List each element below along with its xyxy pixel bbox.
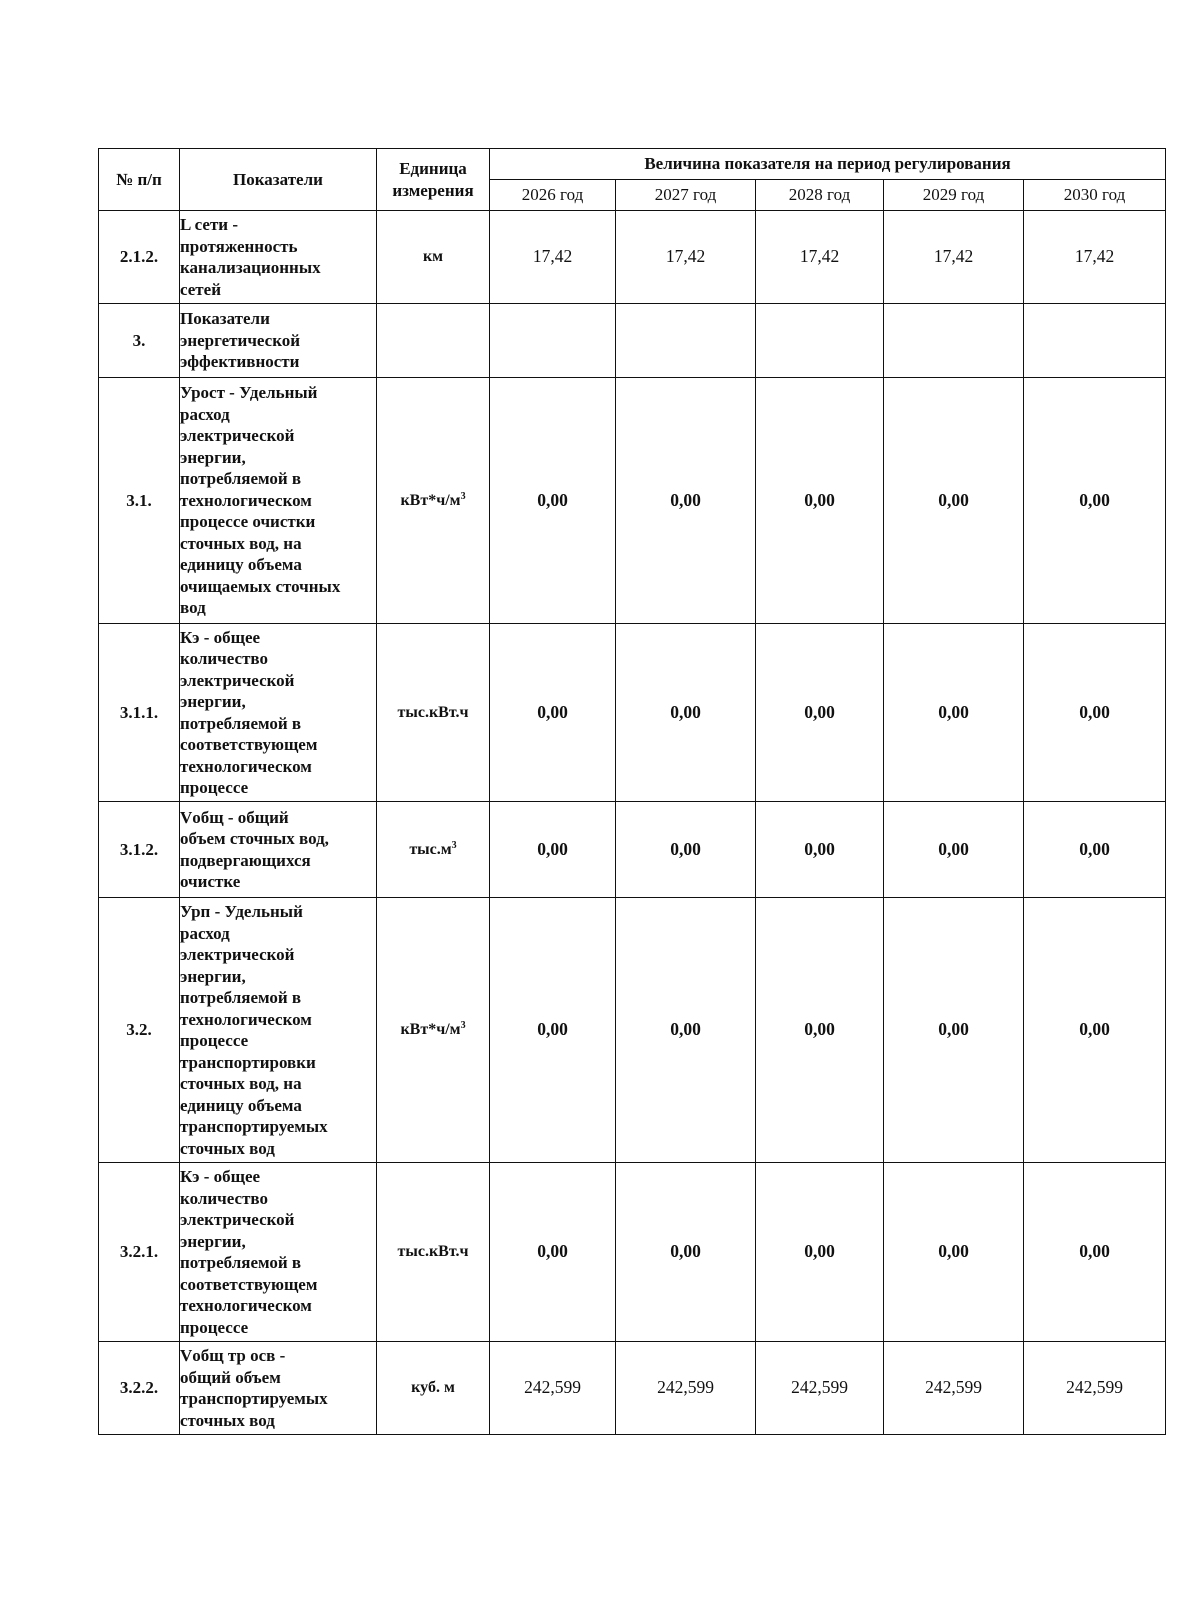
row-number: 2.1.2. bbox=[99, 211, 180, 304]
indicator-name-line: электрической bbox=[180, 945, 295, 964]
indicator-name-line: потребляемой в bbox=[180, 1253, 302, 1272]
value-cell: 0,00 bbox=[490, 1163, 616, 1342]
indicator-name-line: энергии, bbox=[180, 1231, 246, 1251]
row-number: 3.2. bbox=[99, 898, 180, 1163]
indicator-name-line: энергии, bbox=[180, 447, 246, 467]
value-cell: 242,599 bbox=[756, 1342, 884, 1435]
unit-text: кВт*ч/м bbox=[400, 491, 461, 509]
value-cell: 242,599 bbox=[490, 1342, 616, 1435]
value-cell bbox=[884, 304, 1024, 378]
row-number: 3.2.1. bbox=[99, 1163, 180, 1342]
indicator-name-line: очищаемых сточных bbox=[180, 576, 341, 596]
header-period: Величина показателя на период регулирования bbox=[490, 149, 1166, 180]
value-cell: 17,42 bbox=[884, 211, 1024, 304]
value-cell: 0,00 bbox=[490, 624, 616, 802]
value-cell: 242,599 bbox=[884, 1342, 1024, 1435]
header-number: № п/п bbox=[99, 149, 180, 211]
indicator-name-line: расход bbox=[180, 404, 230, 424]
indicator-name-line: общий объем bbox=[180, 1367, 281, 1387]
indicator-name-line: единицу объема bbox=[180, 555, 302, 575]
value-cell: 17,42 bbox=[616, 211, 756, 304]
indicator-name bbox=[180, 624, 377, 802]
value-cell: 0,00 bbox=[756, 1163, 884, 1342]
table-body bbox=[99, 211, 1166, 1435]
indicator-name-line: процессе bbox=[180, 1031, 249, 1050]
unit-cell bbox=[377, 211, 490, 304]
indicator-name-line: технологическом bbox=[180, 1009, 312, 1029]
indicator-name-line: подвергающихся bbox=[180, 850, 311, 870]
indicator-name-line: процессе bbox=[180, 778, 249, 797]
indicator-name-line: вод bbox=[180, 598, 206, 618]
indicator-name-line: протяженность bbox=[180, 236, 298, 256]
indicator-name-line: сточных вод bbox=[180, 1138, 275, 1158]
row-number: 3.1. bbox=[99, 378, 180, 624]
value-cell: 242,599 bbox=[616, 1342, 756, 1435]
table-row bbox=[99, 378, 1166, 624]
indicator-name-line: энергетической bbox=[180, 330, 301, 350]
unit-superscript: 3 bbox=[460, 1020, 466, 1032]
row-number: 3.1.2. bbox=[99, 802, 180, 898]
indicator-name-line: транспортируемых bbox=[180, 1117, 328, 1136]
value-cell: 0,00 bbox=[616, 898, 756, 1163]
unit-cell bbox=[377, 802, 490, 898]
indicator-name-line: количество bbox=[180, 649, 268, 668]
row-number: 3.2.2. bbox=[99, 1342, 180, 1435]
indicator-name bbox=[180, 1163, 377, 1342]
unit-cell bbox=[377, 1163, 490, 1342]
table-row bbox=[99, 624, 1166, 802]
value-cell: 0,00 bbox=[756, 802, 884, 898]
unit-superscript: 3 bbox=[460, 490, 466, 502]
value-cell: 0,00 bbox=[884, 1163, 1024, 1342]
indicator-name-line: транспортировки bbox=[180, 1052, 316, 1072]
indicator-name bbox=[180, 898, 377, 1163]
value-cell bbox=[1024, 304, 1166, 378]
value-cell: 242,599 bbox=[1024, 1342, 1166, 1435]
value-cell: 0,00 bbox=[490, 378, 616, 624]
unit-cell bbox=[377, 624, 490, 802]
indicator-name-line: объем сточных вод, bbox=[180, 829, 329, 848]
row-number: 3.1.1. bbox=[99, 624, 180, 802]
table-row bbox=[99, 898, 1166, 1163]
table-row bbox=[99, 304, 1166, 378]
indicator-name-line: Кэ - общее bbox=[180, 1167, 261, 1186]
header-year: 2027 год bbox=[616, 180, 756, 211]
header-year: 2030 год bbox=[1024, 180, 1166, 211]
unit-cell bbox=[377, 378, 490, 624]
value-cell: 17,42 bbox=[1024, 211, 1166, 304]
indicator-name-line: сточных вод bbox=[180, 1410, 275, 1430]
indicator-name-line: расход bbox=[180, 923, 230, 943]
unit-text: тыс.кВт.ч bbox=[397, 1243, 469, 1261]
indicator-name-line: единицу объема bbox=[180, 1095, 302, 1115]
indicator-name-line: электрической bbox=[180, 426, 295, 446]
indicator-name-line: очистке bbox=[180, 872, 241, 891]
table-row bbox=[99, 1163, 1166, 1342]
value-cell: 0,00 bbox=[490, 802, 616, 898]
value-cell: 0,00 bbox=[616, 1163, 756, 1342]
header-indicator: Показатели bbox=[180, 149, 377, 211]
header-year: 2026 год bbox=[490, 180, 616, 211]
indicator-name-line: соответствующем bbox=[180, 735, 318, 754]
value-cell: 0,00 bbox=[756, 624, 884, 802]
header-unit-line2: измерения bbox=[392, 180, 474, 200]
table-row bbox=[99, 802, 1166, 898]
header-unit-line1: Единица bbox=[399, 159, 467, 178]
value-cell: 0,00 bbox=[884, 802, 1024, 898]
unit-cell bbox=[377, 304, 490, 378]
indicator-name-line: Vобщ - общий bbox=[180, 807, 289, 827]
value-cell: 0,00 bbox=[490, 898, 616, 1163]
row-number: 3. bbox=[99, 304, 180, 378]
header-year: 2029 год bbox=[884, 180, 1024, 211]
indicator-name-line: Урп - Удельный bbox=[180, 902, 303, 921]
value-cell: 0,00 bbox=[1024, 1163, 1166, 1342]
indicator-name-line: транспортируемых bbox=[180, 1389, 328, 1408]
unit-text: кВт*ч/м bbox=[400, 1021, 461, 1039]
value-cell bbox=[756, 304, 884, 378]
indicator-name-line: Урост - Удельный bbox=[180, 383, 318, 403]
indicator-name-line: количество bbox=[180, 1188, 268, 1208]
unit-text: куб. м bbox=[411, 1379, 455, 1397]
value-cell bbox=[616, 304, 756, 378]
indicator-name-line: энергии, bbox=[180, 966, 246, 986]
indicator-name-line: процессе очистки bbox=[180, 512, 316, 532]
value-cell: 17,42 bbox=[756, 211, 884, 304]
indicator-name-line: технологическом bbox=[180, 490, 312, 510]
value-cell: 0,00 bbox=[756, 898, 884, 1163]
value-cell: 0,00 bbox=[884, 624, 1024, 802]
indicator-name-line: потребляемой в bbox=[180, 713, 302, 733]
indicator-name-line: соответствующем bbox=[180, 1274, 318, 1294]
table-row bbox=[99, 211, 1166, 304]
header-year: 2028 год bbox=[756, 180, 884, 211]
value-cell: 0,00 bbox=[616, 624, 756, 802]
indicator-name bbox=[180, 378, 377, 624]
value-cell: 0,00 bbox=[756, 378, 884, 624]
value-cell: 0,00 bbox=[1024, 898, 1166, 1163]
indicator-name-line: технологическом bbox=[180, 1296, 312, 1315]
indicator-name bbox=[180, 211, 377, 304]
value-cell bbox=[490, 304, 616, 378]
header-row bbox=[99, 149, 1166, 180]
unit-text: тыс.м bbox=[409, 840, 452, 858]
indicator-name bbox=[180, 1342, 377, 1435]
unit-text: тыс.кВт.ч bbox=[397, 703, 469, 721]
value-cell: 0,00 bbox=[884, 898, 1024, 1163]
indicator-name-line: электрической bbox=[180, 1210, 295, 1229]
indicator-name-line: Vобщ тр осв - bbox=[180, 1346, 286, 1365]
unit-text: км bbox=[422, 248, 444, 266]
value-cell: 0,00 bbox=[616, 378, 756, 624]
indicator-name-line: Кэ - общее bbox=[180, 627, 261, 647]
indicators-table bbox=[98, 148, 1166, 1435]
indicator-name-line: Показатели bbox=[180, 309, 270, 329]
unit-superscript: 3 bbox=[451, 839, 457, 851]
indicator-name-line: эффективности bbox=[180, 352, 300, 372]
indicator-name-line: сетей bbox=[180, 279, 221, 299]
indicator-name-line: сточных вод, на bbox=[180, 1074, 302, 1093]
indicator-name bbox=[180, 304, 377, 378]
indicator-name-line: технологическом bbox=[180, 756, 312, 776]
indicator-name-line: энергии, bbox=[180, 692, 246, 711]
value-cell: 17,42 bbox=[490, 211, 616, 304]
value-cell: 0,00 bbox=[1024, 624, 1166, 802]
indicator-name bbox=[180, 802, 377, 898]
value-cell: 0,00 bbox=[616, 802, 756, 898]
indicator-name-line: потребляемой в bbox=[180, 469, 302, 489]
unit-cell bbox=[377, 1342, 490, 1435]
indicator-name-line: L сети - bbox=[180, 215, 239, 234]
value-cell: 0,00 bbox=[1024, 378, 1166, 624]
value-cell: 0,00 bbox=[1024, 802, 1166, 898]
unit-cell bbox=[377, 898, 490, 1163]
value-cell: 0,00 bbox=[884, 378, 1024, 624]
indicator-name-line: электрической bbox=[180, 670, 295, 690]
table-row bbox=[99, 1342, 1166, 1435]
indicator-name-line: канализационных bbox=[180, 258, 321, 277]
indicator-name-line: сточных вод, на bbox=[180, 533, 302, 553]
indicator-name-line: потребляемой в bbox=[180, 988, 302, 1007]
header-unit bbox=[377, 149, 490, 211]
indicator-name-line: процессе bbox=[180, 1317, 249, 1337]
